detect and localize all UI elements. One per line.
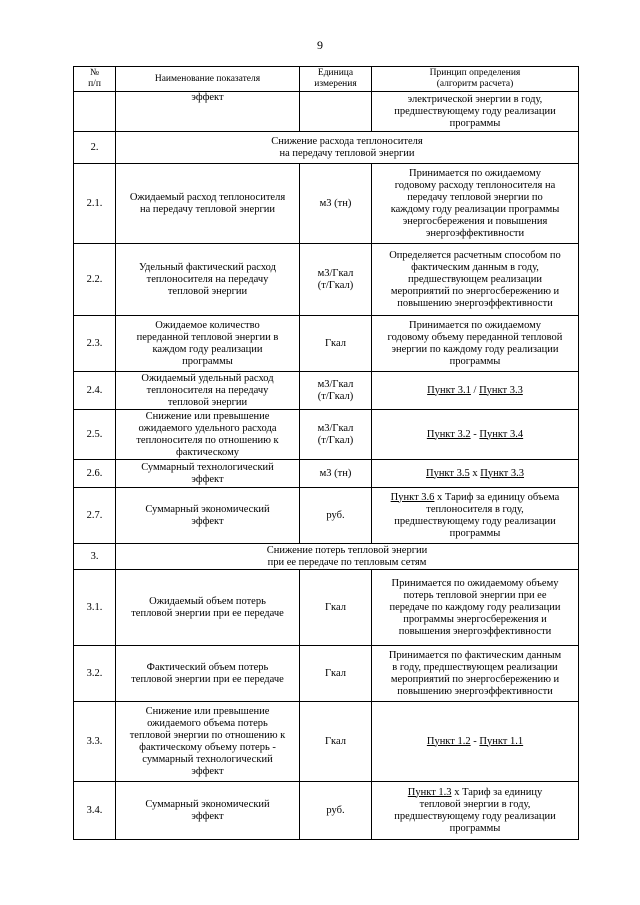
table-row bbox=[74, 164, 579, 244]
principle-ref-a: Пункт 3.6 bbox=[390, 491, 435, 503]
principle-ref-a: Пункт 1.3 bbox=[407, 786, 452, 798]
row-name: Суммарный технологический эффект bbox=[116, 460, 300, 488]
principle-ref-b: Пункт 3.4 bbox=[479, 428, 524, 440]
principle-ref-b: Пункт 1.1 bbox=[479, 735, 524, 747]
principle-ref-b: Пункт 3.3 bbox=[480, 467, 525, 479]
row-name: Ожидаемый удельный расход теплоносителя на передачу тепловой энергии bbox=[116, 372, 300, 410]
principle-operator: - bbox=[470, 428, 480, 440]
row-name: Снижение или превышение ожидаемого удельного расхода теплоносителя по отношению к фактическому bbox=[116, 410, 300, 460]
section-title: Снижение расхода теплоносителя на передачу тепловой энергии bbox=[116, 132, 579, 164]
row-unit: м3 (тн) bbox=[300, 164, 372, 244]
principle-ref-a: Пункт 3.5 bbox=[425, 467, 470, 479]
row-principle: Определяется расчетным способом по фактическим данным в году, предшествующем реализации мероприятий по энергосбережению и повышению энергоэффективности bbox=[372, 244, 579, 316]
row-unit: Гкал bbox=[300, 646, 372, 702]
row-principle bbox=[372, 702, 579, 782]
table-row bbox=[74, 782, 579, 840]
section-num: 2. bbox=[74, 132, 116, 164]
row-num bbox=[74, 92, 116, 132]
table-row bbox=[74, 410, 579, 460]
principle-operator: x bbox=[469, 467, 481, 479]
row-principle bbox=[372, 410, 579, 460]
row-num: 2.3. bbox=[74, 316, 116, 372]
row-principle: электрической энергии в году, предшествующему году реализации программы bbox=[372, 92, 579, 132]
row-num: 2.6. bbox=[74, 460, 116, 488]
page-number: 9 bbox=[317, 38, 323, 52]
section-row bbox=[74, 544, 579, 570]
table-row bbox=[74, 488, 579, 544]
row-principle: Принимается по фактическим данным в году, предшествующем реализации мероприятий по энергосбережению и повышению энергоэффективности bbox=[372, 646, 579, 702]
row-num: 2.1. bbox=[74, 164, 116, 244]
principle-operator: / bbox=[470, 384, 480, 396]
principle-ref-a: Пункт 1.2 bbox=[426, 735, 471, 747]
row-name: Суммарный экономический эффект bbox=[116, 782, 300, 840]
row-unit bbox=[300, 92, 372, 132]
row-name: Ожидаемый объем потерь тепловой энергии при ее передаче bbox=[116, 570, 300, 646]
row-num: 3.1. bbox=[74, 570, 116, 646]
table-row bbox=[74, 244, 579, 316]
row-num: 3.3. bbox=[74, 702, 116, 782]
table-row bbox=[74, 646, 579, 702]
row-name: Фактический объем потерь тепловой энергии при ее передаче bbox=[116, 646, 300, 702]
header-principle: Принцип определения (алгоритм расчета) bbox=[372, 67, 579, 92]
row-unit: Гкал bbox=[300, 702, 372, 782]
row-name: Суммарный экономический эффект bbox=[116, 488, 300, 544]
section-row bbox=[74, 132, 579, 164]
table-row bbox=[74, 92, 579, 132]
row-principle: Принимается по ожидаемому годовому объему переданной тепловой энергии по каждому году реализации программы bbox=[372, 316, 579, 372]
table-header-row bbox=[74, 67, 579, 92]
row-principle: Принимается по ожидаемому объему потерь тепловой энергии при ее передаче по каждому году реализации программы энергосбережения и повышения энергоэффективности bbox=[372, 570, 579, 646]
principle-ref-a: Пункт 3.1 bbox=[427, 384, 471, 396]
row-unit: м3/Гкал (т/Гкал) bbox=[300, 244, 372, 316]
principle-rest: x Тариф за единицу тепловой энергии в году, предшествующему году реализации программы bbox=[394, 786, 556, 834]
principle-operator: - bbox=[470, 735, 480, 747]
row-unit: м3/Гкал (т/Гкал) bbox=[300, 410, 372, 460]
principle-rest: x Тариф за единицу объема теплоносителя в году, предшествующему году реализации программы bbox=[394, 491, 560, 539]
row-unit: руб. bbox=[300, 488, 372, 544]
row-name: Ожидаемое количество переданной тепловой энергии в каждом году реализации программы bbox=[116, 316, 300, 372]
row-principle bbox=[372, 488, 579, 544]
row-unit: м3 (тн) bbox=[300, 460, 372, 488]
row-principle bbox=[372, 460, 579, 488]
row-principle bbox=[372, 372, 579, 410]
row-name: Ожидаемый расход теплоносителя на передачу тепловой энергии bbox=[116, 164, 300, 244]
table-row bbox=[74, 460, 579, 488]
row-name: Удельный фактический расход теплоносителя на передачу тепловой энергии bbox=[116, 244, 300, 316]
row-principle bbox=[372, 782, 579, 840]
principle-ref-a: Пункт 3.2 bbox=[426, 428, 471, 440]
row-num: 2.4. bbox=[74, 372, 116, 410]
row-num: 2.5. bbox=[74, 410, 116, 460]
table-row bbox=[74, 570, 579, 646]
table-row bbox=[74, 702, 579, 782]
indicator-table bbox=[73, 66, 579, 840]
row-num: 3.2. bbox=[74, 646, 116, 702]
section-num: 3. bbox=[74, 544, 116, 570]
row-unit: м3/Гкал (т/Гкал) bbox=[300, 372, 372, 410]
table-row bbox=[74, 316, 579, 372]
row-unit: Гкал bbox=[300, 316, 372, 372]
table-row bbox=[74, 372, 579, 410]
row-principle: Принимается по ожидаемому годовому расходу теплоносителя на передачу тепловой энергии по каждому году реализации программы энергосбережения и повышения энергоэффективности bbox=[372, 164, 579, 244]
row-num: 3.4. bbox=[74, 782, 116, 840]
section-title: Снижение потерь тепловой энергии при ее передаче по тепловым сетям bbox=[116, 544, 579, 570]
row-name: эффект bbox=[116, 92, 300, 132]
row-name: Снижение или превышение ожидаемого объема потерь тепловой энергии по отношению к фактическому объему потерь - суммарный технологический эффект bbox=[116, 702, 300, 782]
row-num: 2.7. bbox=[74, 488, 116, 544]
row-unit: Гкал bbox=[300, 570, 372, 646]
header-unit: Единица измерения bbox=[300, 67, 372, 92]
row-unit: руб. bbox=[300, 782, 372, 840]
row-num: 2.2. bbox=[74, 244, 116, 316]
principle-ref-b: Пункт 3.3 bbox=[479, 384, 523, 396]
header-name: Наименование показателя bbox=[116, 67, 300, 92]
header-num: № п/п bbox=[74, 67, 116, 92]
